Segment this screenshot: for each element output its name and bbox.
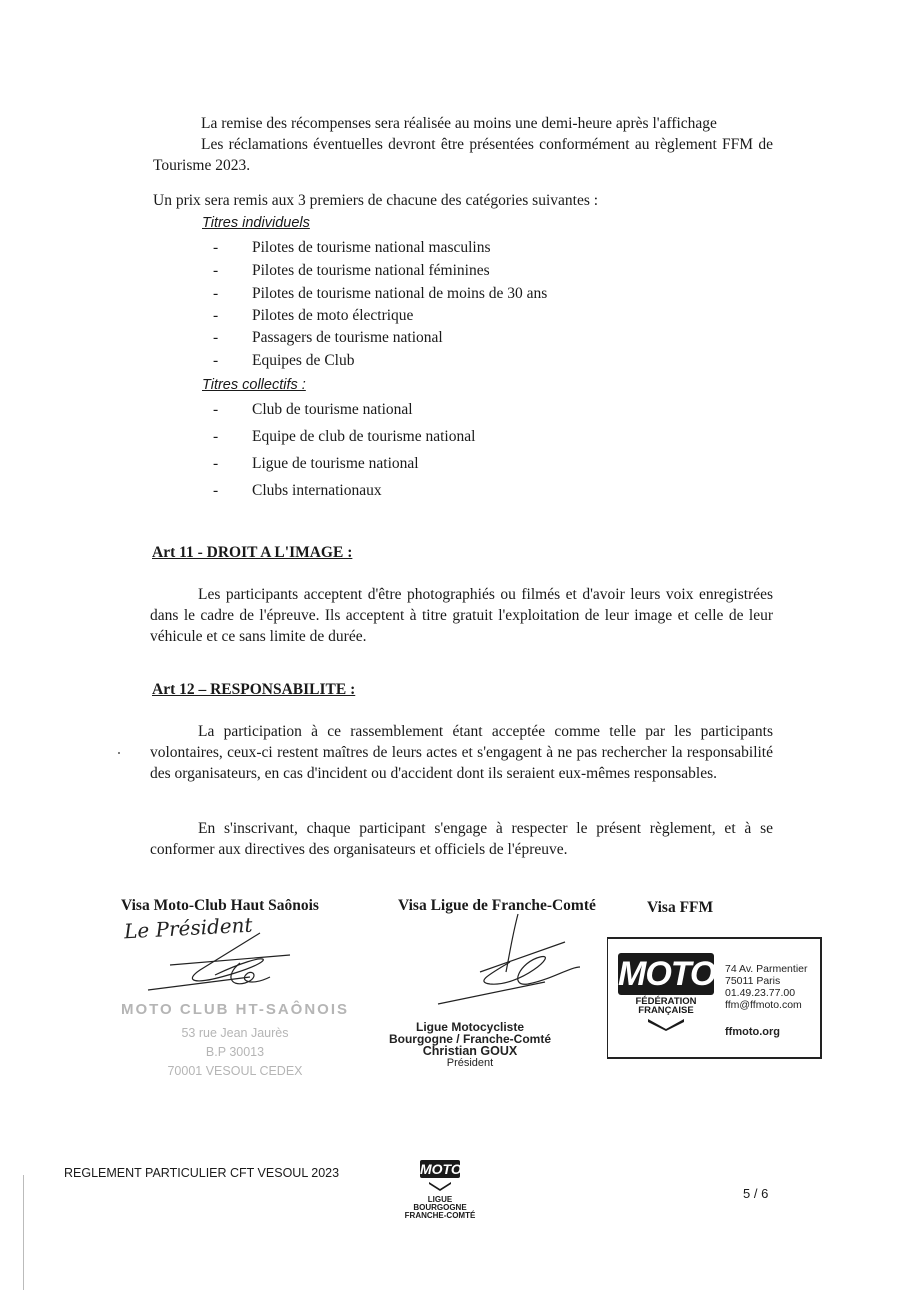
ligue-stamp-line1: Ligue Motocycliste bbox=[415, 1020, 525, 1034]
scan-edge bbox=[23, 1175, 24, 1290]
ffm-logo-sub bbox=[618, 997, 714, 1015]
club-stamp-name: MOTO CLUB HT-SAÔNOIS bbox=[120, 1001, 350, 1018]
handwritten-president: Le Président bbox=[123, 912, 254, 944]
claims-sentence: Les réclamations éventuelles devront être présentées conformément au règlement FFM de Tourisme 2023. bbox=[153, 136, 773, 174]
footer-logo-chevron bbox=[428, 1181, 452, 1191]
ffm-address bbox=[725, 963, 808, 1011]
footer-logo-l1: LIGUE bbox=[427, 1195, 453, 1204]
club-stamp-address: 53 rue Jean Jaurès bbox=[181, 1026, 289, 1040]
club-stamp-bp: B.P 30013 bbox=[205, 1045, 265, 1059]
ffm-stamp bbox=[607, 937, 822, 1059]
ffm-phone: 01.49.23.77.00 bbox=[725, 987, 796, 999]
ligue-stamp-line3: Christian GOUX bbox=[422, 1044, 518, 1058]
ligue-signature bbox=[430, 912, 600, 1012]
ffm-web: ffmoto.org bbox=[725, 1026, 780, 1038]
visa-ffm-title: Visa FFM bbox=[647, 899, 714, 916]
footer-logo-word: MOTO bbox=[420, 1161, 462, 1177]
ffm-addr1: 74 Av. Parmentier bbox=[725, 963, 808, 975]
ligue-stamp-line4: Président bbox=[446, 1057, 494, 1069]
ffm-logo-sub1: FÉDÉRATION bbox=[635, 996, 697, 1007]
visa-ligue-title: Visa Ligue de Franche-Comté bbox=[398, 897, 596, 914]
individual-titles-heading: Titres individuels bbox=[202, 215, 310, 231]
ffm-logo-chevron bbox=[646, 1017, 686, 1031]
page-number: 5 / 6 bbox=[743, 1186, 769, 1201]
footer-logo-l3: FRANCHE-COMTÉ bbox=[404, 1211, 476, 1220]
ffm-logo-sub2: FRANÇAISE bbox=[638, 1005, 694, 1016]
intro-block bbox=[153, 113, 773, 176]
art12-text-1: La participation à ce rassemblement étant acceptée comme telle par les participants volontaires, ceux-ci restent maîtres de leurs actes et s'engagent à ne pas rechercher la responsabilité des organisateurs, en cas d'incident ou d'accident dont ils seraient eux-mêmes responsables. bbox=[150, 723, 773, 782]
visa-club-title: Visa Moto-Club Haut Saônois bbox=[121, 897, 319, 914]
scan-speck bbox=[118, 752, 120, 754]
ffm-email: ffm@ffmoto.com bbox=[725, 999, 802, 1011]
collective-titles-heading: Titres collectifs : bbox=[202, 377, 306, 393]
art12-heading: Art 12 – RESPONSABILITE : bbox=[152, 681, 356, 698]
art11-heading: Art 11 - DROIT A L'IMAGE : bbox=[152, 544, 353, 561]
club-stamp-city: 70001 VESOUL CEDEX bbox=[167, 1064, 303, 1078]
ligue-stamp-line2: Bourgogne / Franche-Comté bbox=[388, 1032, 551, 1046]
ligue-stamp bbox=[385, 1021, 555, 1069]
awards-sentence: La remise des récompenses sera réalisée au moins une demi-heure après l'affichage bbox=[201, 115, 717, 132]
club-signature bbox=[140, 925, 310, 995]
ffm-logo-word: MOTO bbox=[618, 955, 716, 993]
art12-text-2: En s'inscrivant, chaque participant s'engage à respecter le présent règlement, et à se conformer aux directives des organisateurs et officiels de l'épreuve. bbox=[150, 820, 773, 858]
art11-text: Les participants acceptent d'être photographiés ou filmés et d'avoir leurs voix enregistrées dans le cadre de l'épreuve. Ils acceptent à titre gratuit l'exploitation de leur image et celle de leur véhicule et ce sans limite de durée. bbox=[150, 586, 773, 645]
footer-doc-title: REGLEMENT PARTICULIER CFT VESOUL 2023 bbox=[64, 1166, 340, 1180]
footer-logo-l2: BOURGOGNE bbox=[413, 1203, 467, 1212]
ffm-addr2: 75011 Paris bbox=[725, 975, 781, 987]
prize-intro: Un prix sera remis aux 3 premiers de chacune des catégories suivantes : bbox=[153, 192, 599, 209]
footer-logo-text bbox=[380, 1196, 500, 1220]
